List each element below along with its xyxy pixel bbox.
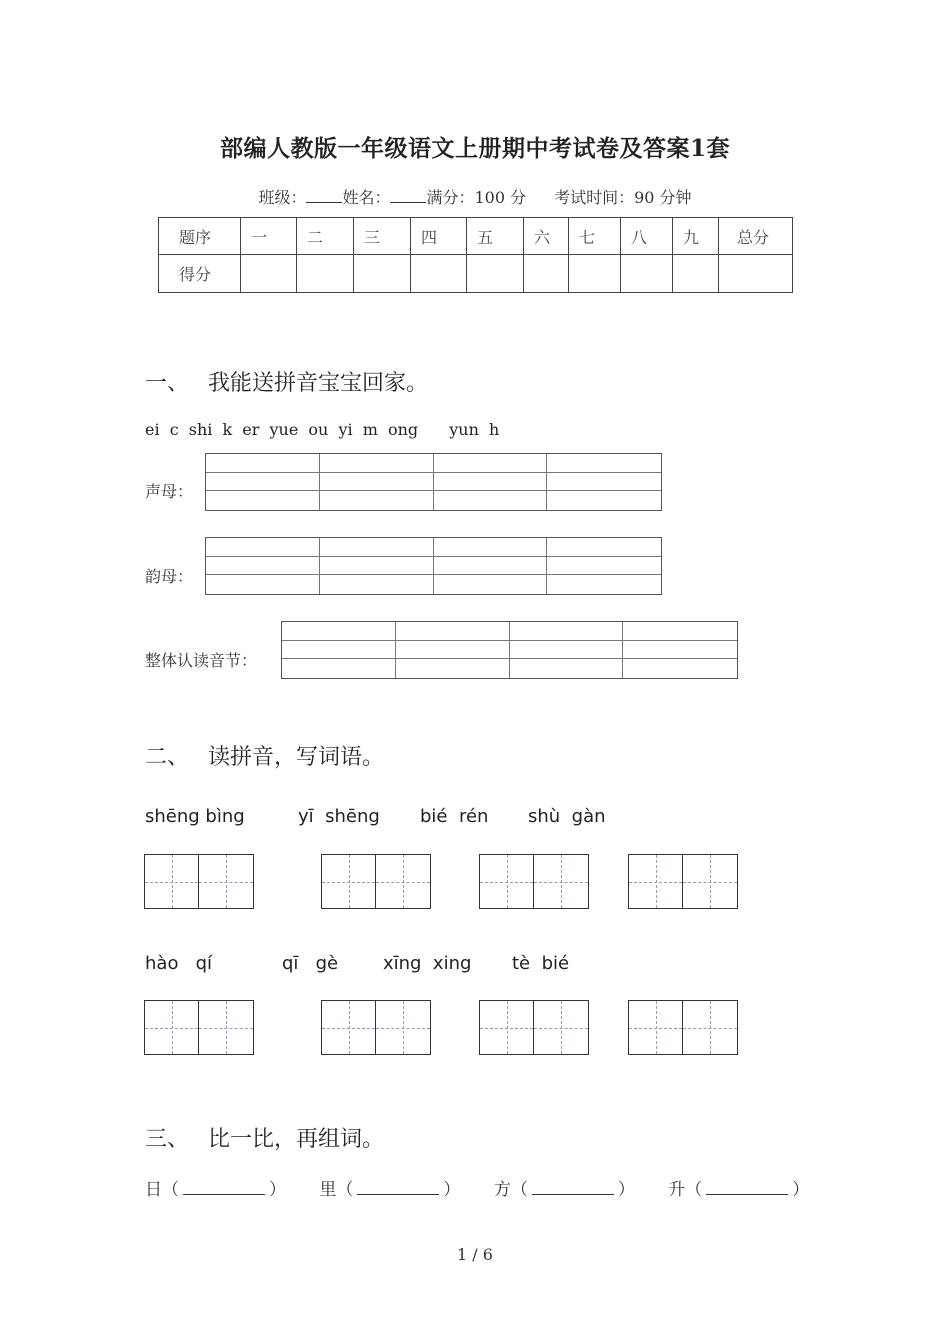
section1-heading	[145, 366, 428, 397]
section3-title: 比一比，再组词。	[208, 1127, 385, 1152]
score-cell[interactable]	[354, 255, 411, 293]
exam-time-label: 考试时间：90 分钟	[554, 188, 692, 207]
score-cell[interactable]	[411, 255, 467, 293]
pinyin-item: yue	[269, 420, 299, 439]
writing-box[interactable]	[321, 854, 431, 909]
initials-writing-grid[interactable]	[205, 453, 662, 511]
full-score-label: 满分：100 分	[426, 188, 527, 207]
initials-label: 声母：	[145, 482, 194, 501]
score-header-cell: 五	[467, 218, 524, 255]
finals-writing-grid[interactable]	[205, 537, 662, 595]
compare-item: 日（ ）	[145, 1180, 286, 1200]
section2-heading	[145, 740, 384, 771]
compare-item: 升（ ）	[668, 1180, 810, 1200]
pinyin-item: yun	[449, 420, 479, 439]
score-header-cell: 总分	[719, 218, 793, 255]
word-pinyin: bié rén	[420, 806, 489, 827]
score-header-cell: 题序	[159, 218, 241, 255]
writing-box[interactable]	[144, 1000, 254, 1055]
pinyin-item: c	[169, 420, 179, 439]
score-header-cell: 九	[673, 218, 719, 255]
answer-blank[interactable]	[183, 1181, 265, 1195]
class-blank[interactable]	[306, 189, 342, 203]
section3-heading	[145, 1122, 384, 1153]
compare-row	[145, 1175, 837, 1200]
score-row-label: 得分	[159, 255, 241, 293]
word-pinyin: shēng bìng	[145, 806, 245, 827]
score-header-cell: 一	[241, 218, 297, 255]
whole-syllables-label: 整体认读音节：	[145, 651, 258, 670]
compare-char: 日	[145, 1180, 162, 1200]
score-header-cell: 八	[621, 218, 673, 255]
compare-item: 里（ ）	[319, 1180, 461, 1200]
pinyin-item: ou	[308, 420, 329, 439]
writing-box[interactable]	[479, 854, 589, 909]
answer-blank[interactable]	[706, 1181, 788, 1195]
word-pinyin: qī gè	[282, 953, 339, 974]
writing-box[interactable]	[628, 854, 738, 909]
word-pinyin: tè bié	[512, 953, 570, 974]
page-number: 1 / 6	[457, 1245, 493, 1264]
section1-number: 一、	[145, 371, 190, 396]
writing-box[interactable]	[321, 1000, 431, 1055]
exam-info-line	[0, 185, 950, 208]
exam-title: 部编人教版一年级语文上册期中考试卷及答案1套	[219, 135, 730, 162]
compare-item: 方（ ）	[493, 1180, 635, 1200]
score-header-cell: 六	[524, 218, 569, 255]
pinyin-item: ei	[145, 420, 160, 439]
score-table	[158, 217, 793, 293]
pinyin-item: yi	[338, 420, 353, 439]
pinyin-item: shi	[188, 420, 213, 439]
pinyin-item: ong	[387, 420, 419, 439]
writing-box[interactable]	[628, 1000, 738, 1055]
score-cell[interactable]	[467, 255, 524, 293]
word-pinyin: hào qí	[145, 953, 213, 974]
compare-char: 里	[319, 1180, 337, 1200]
compare-char: 方	[493, 1180, 511, 1200]
score-table-header-row	[159, 218, 793, 255]
answer-blank[interactable]	[532, 1181, 614, 1195]
pinyin-item: k	[222, 420, 233, 439]
word-pinyin: xīng xing	[383, 953, 472, 974]
score-cell[interactable]	[719, 255, 793, 293]
score-cell[interactable]	[569, 255, 621, 293]
pinyin-item: m	[362, 420, 378, 439]
score-table-score-row	[159, 255, 793, 293]
finals-label: 韵母：	[145, 567, 194, 586]
section2-number: 二、	[145, 745, 190, 770]
score-header-cell: 三	[354, 218, 411, 255]
word-pinyin: yī shēng	[298, 806, 380, 827]
pinyin-item: h	[488, 420, 500, 439]
score-cell[interactable]	[621, 255, 673, 293]
section2-title: 读拼音，写词语。	[208, 745, 385, 770]
score-header-cell: 二	[297, 218, 354, 255]
score-cell[interactable]	[673, 255, 719, 293]
name-label: 姓名：	[342, 188, 391, 207]
section1-title: 我能送拼音宝宝回家。	[208, 371, 429, 396]
whole-syllables-writing-grid[interactable]	[281, 621, 738, 679]
answer-blank[interactable]	[357, 1181, 439, 1195]
score-cell[interactable]	[524, 255, 569, 293]
name-blank[interactable]	[390, 189, 426, 203]
class-label: 班级：	[258, 188, 307, 207]
compare-char: 升	[668, 1180, 686, 1200]
pinyin-item: er	[242, 420, 260, 439]
writing-box[interactable]	[479, 1000, 589, 1055]
score-cell[interactable]	[241, 255, 297, 293]
writing-box[interactable]	[144, 854, 254, 909]
section3-number: 三、	[145, 1127, 190, 1152]
word-pinyin: shù gàn	[528, 806, 606, 827]
pinyin-list	[145, 420, 504, 439]
score-cell[interactable]	[297, 255, 354, 293]
score-header-cell: 七	[569, 218, 621, 255]
score-header-cell: 四	[411, 218, 467, 255]
